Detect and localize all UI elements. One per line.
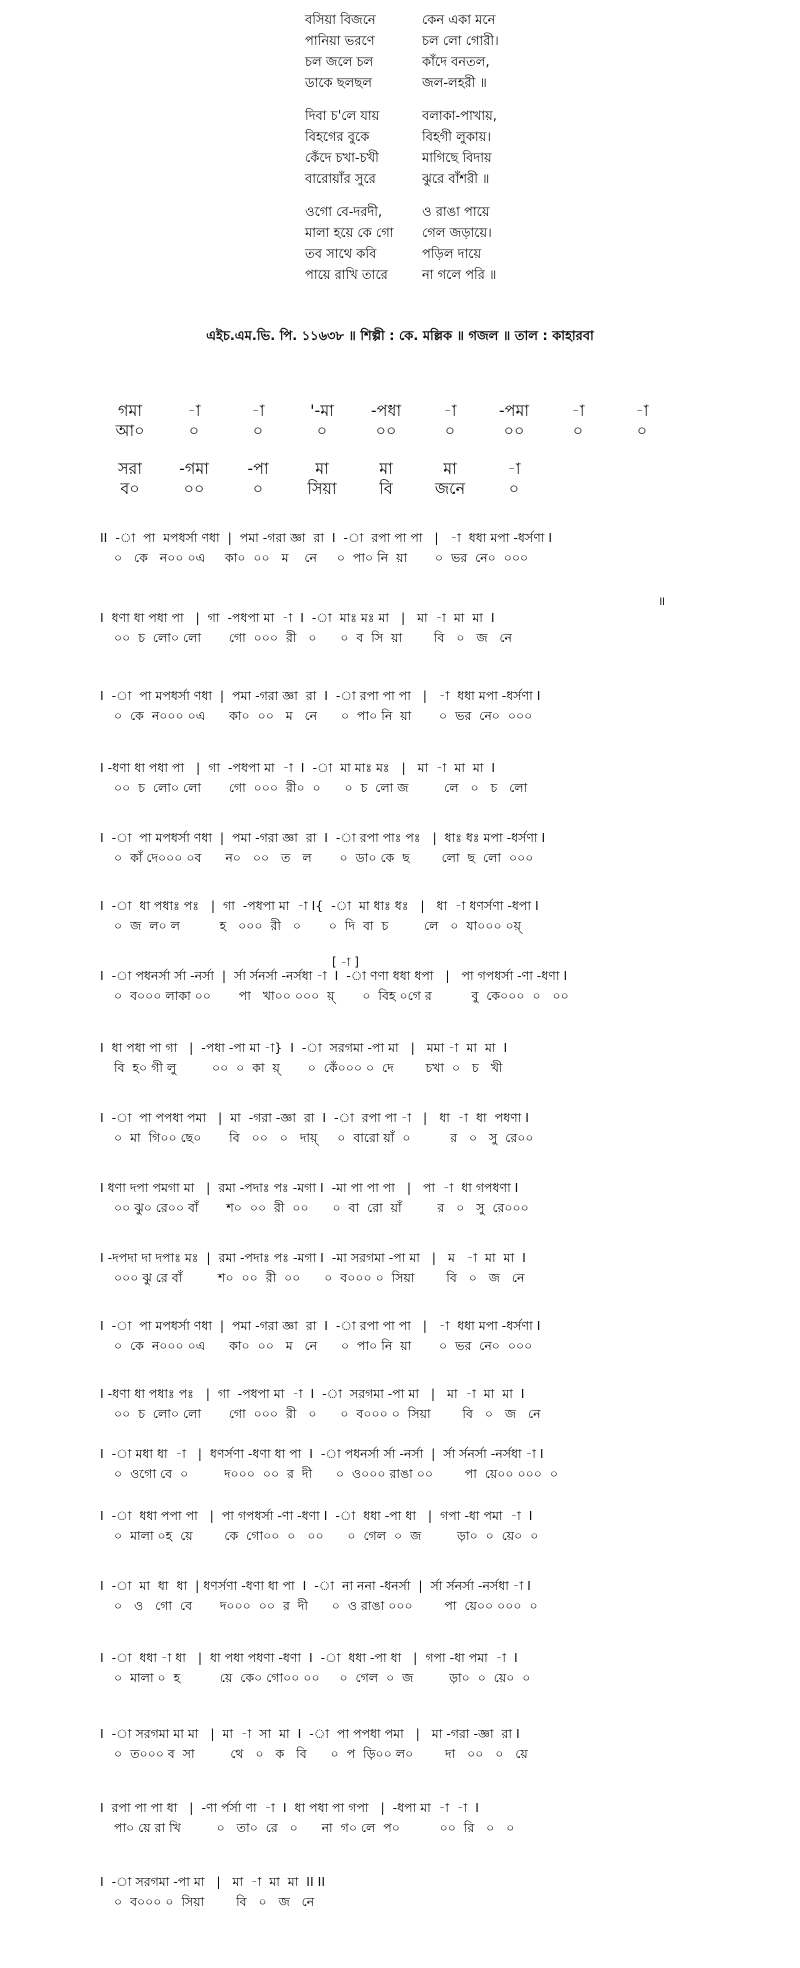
prelude-swara: -া: [507, 459, 521, 478]
prelude-syllable: ০০: [183, 479, 205, 498]
prelude-swara: -গমা: [179, 459, 209, 478]
swara-line: I -া পা মপধর্সা ণধা | পমা -গরা জ্ঞা রা I -া রপা পা পা | -া ধধা মপা -ধর্সণা I: [100, 1318, 541, 1333]
prelude-syllable: ০০: [375, 421, 397, 440]
prelude-swara: -া: [251, 401, 265, 420]
swara-line: I -া ধধা পপা পা | পা গপধর্সা -ণা -ধণা I -া ধধা -পা ধা | গপা -ধা পমা -া I: [100, 1508, 533, 1523]
lyric-right: চল লো গোরী।: [422, 34, 499, 49]
prelude-syllable: ০: [188, 421, 200, 440]
swara-line: I -ধণা ধা পধাঃ পঃ | গা -পধপা মা -া I -া সরগমা -পা মা | মা -া মা মা I: [100, 1386, 525, 1401]
prelude-syllable: ০: [316, 421, 328, 440]
prelude-swara: -পা: [247, 459, 269, 478]
lyric-left: ডাকে ছলছল: [305, 76, 372, 91]
lyric-left: মালা হয়ে কে গো: [305, 226, 394, 241]
syllable-line: ০ মা গি০০ ছে০ বি ০০ ০ দায়্ ০ বারো য়াঁ ০ র ০ সু রে০০: [114, 1130, 534, 1145]
prelude-syllable: ০: [252, 479, 264, 498]
prelude-swara: -া: [443, 401, 457, 420]
prelude-syllable: ০: [572, 421, 584, 440]
swara-line: I -া সরগমা মা মা | মা -া সা মা I -া পা পপধা পমা | মা -গরা -জ্ঞা রা I: [100, 1726, 520, 1741]
lyric-right: গেল জড়ায়ে।: [422, 226, 492, 241]
swara-line: I -া পধনর্সা র্সা -নর্সা | র্সা র্সনর্সা -নর্সধা -া I -া ণণা ধধা ধপা | পা গপধর্সা -ণা -ধণা I: [100, 968, 568, 983]
prelude-syllable: আ০: [115, 421, 145, 440]
lyric-right: কাঁদে বনতল,: [422, 55, 490, 70]
prelude-swara: মা: [379, 459, 393, 478]
lyric-right: মাগিছে বিদায়: [422, 151, 492, 166]
prelude-syllable: ০০: [503, 421, 525, 440]
prelude-swara: -া: [635, 401, 649, 420]
syllable-line: ০ জ ল০ ল হ ০০০ রী ০ ০ দি বা চ লে ০ যা০০০ ০য়্: [114, 918, 522, 933]
swara-line: II -া পা মপধর্সা ণধা | পমা -গরা জ্ঞা রা I -া রপা পা পা | -া ধধা মপা -ধর্সণা I: [100, 530, 553, 545]
lyric-right: ঝুরে বাঁশরী ॥: [422, 172, 490, 187]
lyric-left: বারোয়াঁর সুরে: [305, 172, 376, 187]
prelude-swara: -া: [571, 401, 585, 420]
swara-line: I -া পা মপধর্সা ণধা | পমা -গরা জ্ঞা রা I -া রপা পা পা | -া ধধা মপা -ধর্সণা I: [100, 688, 541, 703]
prelude-swara: '-মা: [310, 401, 334, 420]
syllable-line: ০ ও গো বে দ০০০ ০০ র দী ০ ও রাঙা ০০০ পা য়ে০০ ০০০ ০: [114, 1598, 538, 1613]
lyric-left: ওগো বে-দরদী,: [305, 205, 383, 220]
syllable-line: ০ ব০০০ লাকা ০০ পা খা০০ ০০০ য়্ ০ বিহ ০গে র বু কে০০০ ০ ০০: [114, 988, 569, 1003]
lyric-left: চল জলে চল: [305, 55, 374, 70]
lyric-left: কেঁদে চখা-চখী: [305, 151, 379, 166]
syllable-line: ০ ব০০০ ০ সিয়া বি ০ জ নে: [114, 1894, 315, 1909]
swara-line: I -া সরগমা -পা মা | মা -া মা মা II II: [100, 1874, 326, 1889]
swara-line: I -া ধধা -া ধা | ধা পধা পধণা -ধণা I -া ধধা -পা ধা | গপা -ধা পমা -া I: [100, 1650, 518, 1665]
bracket-note: [ -া ]: [332, 955, 359, 969]
syllable-line: ০ ত০০০ ব সা থে ০ ক বি ০ প ড়ি০০ ল০ দা ০০ ০ য়ে: [114, 1746, 528, 1761]
prelude-swara: -পমা: [498, 401, 530, 420]
swara-line: I -দপদা দা দপাঃ মঃ | রমা -পদাঃ পঃ -মগা I -মা সরগমা -পা মা | ম -া মা মা I: [100, 1250, 526, 1265]
swara-line: I -া পা মপধর্সা ণধা | পমা -গরা জ্ঞা রা I -া রপা পাঃ পঃ | ধাঃ ধঃ মপা -ধর্সণা I: [100, 830, 546, 845]
prelude-swara: সরা: [117, 459, 142, 478]
lyric-left: পানিয়া ভরণে: [305, 34, 375, 49]
prelude-swara: মা: [315, 459, 329, 478]
lyric-left: বিহগের বুকে: [305, 130, 370, 145]
lyric-left: দিবা চ'লে যায়: [305, 109, 380, 124]
lyric-right: না গলে পরি ॥: [422, 268, 497, 283]
record-info: এইচ.এম.ভি. পি. ১১৬৩৮ ॥ শিল্পী : কে. মল্লিক ॥ গজল ॥ তাল : কাহারবা: [206, 329, 594, 344]
swara-line: I -া মা ধা ধা | ধণর্সণা -ধণা ধা পা I -া না ননা -ধনর্সা | র্সা র্সনর্সা -নর্সধা -া I: [100, 1578, 531, 1593]
syllable-line: ০ কাঁ দে০০০ ০ব ন০ ০০ ত ল ০ ডা০ কে ছ লো ছ লো ০০০: [114, 850, 534, 865]
swara-line: I ধণা ধা পধা পা | গা -পধপা মা -া I -া মাঃ মঃ মা | মা -া মা মা I: [100, 610, 495, 625]
syllable-line: ০০ চ লো০ লো গো ০০০ রী ০ ০ ব সি য়া বি ০ জ নে: [114, 630, 513, 645]
swara-line: I -া ধা পধাঃ পঃ | গা -পধপা মা -া I{ -া মা ধাঃ ধঃ | ধা -া ধণর্সণা -ধপা I: [100, 898, 539, 913]
prelude-syllable: ০: [508, 479, 520, 498]
lyric-right: ও রাঙা পায়ে: [422, 205, 490, 220]
syllable-line: ০ মালা ০ হ য়ে কে০ গো০০ ০০ ০ গেল ০ জ ড়া০ ০ য়ে০ ০: [114, 1670, 531, 1685]
lyric-right: বলাকা-পাখায়,: [422, 109, 497, 124]
prelude-swara: গমা: [117, 401, 142, 420]
syllable-line: ০০ চ লো০ লো গো ০০০ রী০ ০ ০ চ লো জ লে ০ চ লো: [114, 780, 528, 795]
prelude-syllable: জনে: [434, 479, 466, 498]
lyric-right: পড়িল দায়ে: [422, 247, 482, 262]
lyric-right: বিহগী লুকায়।: [422, 130, 492, 145]
lyric-right: কেন একা মনে: [422, 13, 496, 28]
swara-line: I -া মধা ধা -া | ধণর্সণা -ধণা ধা পা I -া পধনর্সা র্সা -নর্সা | র্সা র্সনর্সা -নর্সধা -া I: [100, 1446, 544, 1461]
syllable-line: পা০ য়ে রা খি ০ তা০ রে ০ না গ০ লে প০ ০০ রি ০ ০: [114, 1820, 515, 1835]
prelude-syllable: বি: [379, 479, 393, 498]
lyric-left: পায়ে রাখি তারে: [305, 268, 388, 283]
lyric-right: জল-লহরী ॥: [422, 76, 487, 91]
prelude-syllable: সিয়া: [307, 479, 337, 498]
prelude-syllable: ব০: [120, 479, 140, 498]
prelude-syllable: ০: [252, 421, 264, 440]
prelude-syllable: ০: [444, 421, 456, 440]
syllable-line: ০ কে ন০০০ ০এ কা০ ০০ ম নে ০ পা০ নি য়া ০ ভর নে০ ০০০: [114, 708, 533, 723]
syllable-line: ০ ওগো বে ০ দ০০০ ০০ র দী ০ ও০০০ রাঙা ০০ পা য়ে০০ ০০০ ০: [114, 1466, 558, 1481]
syllable-line: বি হ০ গী লু ০০ ০ কা য়্ ০ কেঁ০০০ ০ দে চখা ০ চ খী: [114, 1060, 503, 1075]
syllable-line: ০০ ঝু০ রে০০ বাঁ শ০ ০০ রী ০০ ০ বা রো য়াঁ র ০ সু রে০০০: [114, 1200, 529, 1215]
prelude-swara: -া: [187, 401, 201, 420]
lyric-left: বসিয়া বিজনে: [305, 13, 376, 28]
syllable-line: ০০ চ লো০ লো গো ০০০ রী ০ ০ ব০০০ ০ সিয়া বি ০ জ নে: [114, 1406, 541, 1421]
lyric-left: তব সাথে কবি: [305, 247, 377, 262]
prelude-swara: মা: [443, 459, 457, 478]
syllable-line: ০ মালা ০হ য়ে কে গো০০ ০ ০০ ০ গেল ০ জ ড়া০ ০ য়ে০ ০: [114, 1528, 539, 1543]
swara-line: I রপা পা পা ধা | -ণা র্পর্সা ণা -া I ধা পধা পা গপা | -ধপা মা -া -া I: [100, 1800, 479, 1815]
swara-line: I -া পা পপধা পমা | মা -গরা -জ্ঞা রা I -া রপা পা -া | ধা -া ধা পধণা I: [100, 1110, 529, 1125]
syllable-line: ০ কে ন০০০ ০এ কা০ ০০ ম নে ০ পা০ নি য়া ০ ভর নে০ ০০০: [114, 1338, 533, 1353]
swara-line: I ধা পধা পা গা | -পধা -পা মা -া} I -া সরগমা -পা মা | মমা -া মা মা I: [100, 1040, 508, 1055]
swara-line: I -ধণা ধা পধা পা | গা -পধপা মা -া I -া মা মাঃ মঃ | মা -া মা মা I: [100, 760, 496, 775]
syllable-line: ০ কে ন০০ ০এ কা০ ০০ ম নে ০ পা০ নি য়া ০ ভর নে০ ০০০: [114, 550, 529, 565]
prelude-swara: -পধা: [370, 401, 402, 420]
swara-line: I ধণা দপা পমগা মা | রমা -পদাঃ পঃ -মগা I -মা পা পা পা | পা -া ধা গপধণা I: [100, 1180, 519, 1195]
end-mark: ॥: [658, 594, 666, 608]
prelude-syllable: ০: [636, 421, 648, 440]
syllable-line: ০০০ ঝু রে বাঁ শ০ ০০ রী ০০ ০ ব০০০ ০ সিয়া বি ০ জ নে: [114, 1270, 525, 1285]
